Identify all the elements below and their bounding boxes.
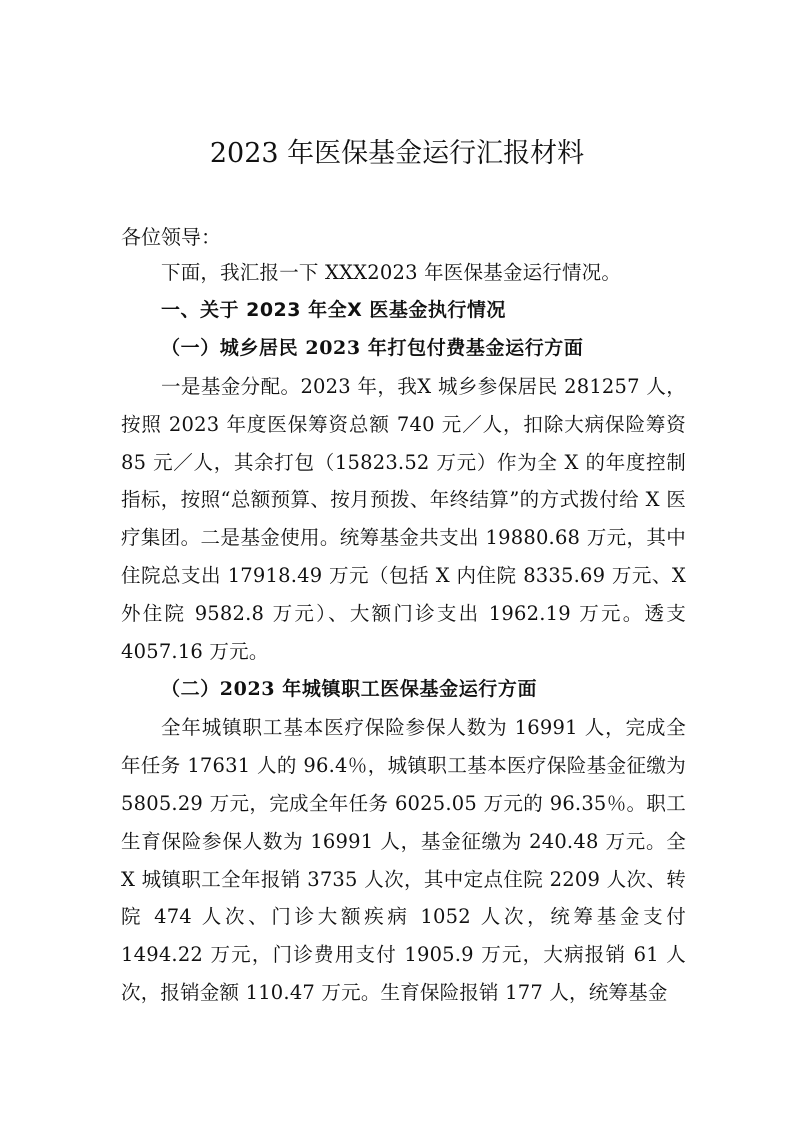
- section-heading-1: 一、关于 2023 年全X 医基金执行情况: [161, 298, 506, 321]
- document-title: 2023 年医保基金运行汇报材料: [209, 138, 585, 169]
- subsection-heading-2: （二）2023 年城镇职工医保基金运行方面: [161, 677, 538, 700]
- salutation: 各位领导：: [121, 225, 221, 249]
- body-paragraph: 一是基金分配。2023 年，我X 城乡参保居民 281257 人，按照 2023 年度医保筹资总额 740 元／人，扣除大病保险筹资 85 元／人，其余打包（15823.52 万元）作为全 X 的年度控制指标，按照“总额预算、按月预拨、年终结算”的方式拨付给 X 医疗集团。二是基金使用。统筹基金共支出 19880.68 万元，其中住院总支出 17918.49 万元（包括 X 内住院 8335.69 万元、X 外住院 9582.8 万元）、大额门诊支出 1962.19 万元。透支 4057.16 万元。: [121, 374, 686, 664]
- body-paragraph: 全年城镇职工基本医疗保险参保人数为 16991 人，完成全年任务 17631 人的 96.4％，城镇职工基本医疗保险基金征缴为 5805.29 万元，完成全年任务 6025.05 万元的 96.35％。职工生育保险参保人数为 16991 人，基金征缴为 240.48 万元。全 X 城镇职工全年报销 3735 人次，其中定点住院 2209 人次、转院 474 人次、门诊大额疾病 1052 人次，统筹基金支付 1494.22 万元，门诊费用支付 1905.9 万元，大病报销 61 人次，报销金额 110.47 万元。生育保险报销 177 人，统筹基金: [121, 715, 686, 1005]
- subsection-heading-1: （一）城乡居民 2023 年打包付费基金运行方面: [161, 336, 584, 359]
- document-body: [121, 254, 686, 1012]
- intro-paragraph: 下面，我汇报一下 XXX2023 年医保基金运行情况。: [161, 261, 622, 284]
